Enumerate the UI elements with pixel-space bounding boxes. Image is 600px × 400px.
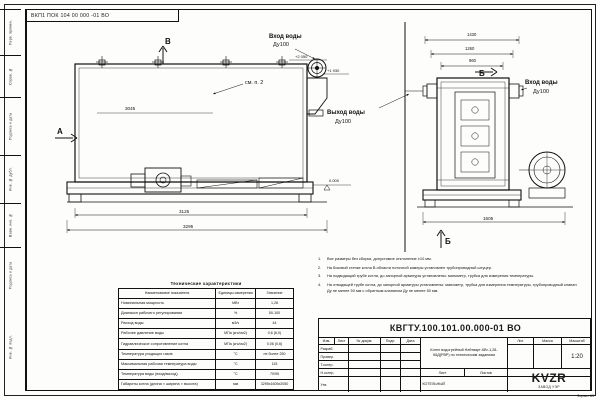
cell-name: Номинальная мощность <box>119 299 216 309</box>
svg-text:А: А <box>57 127 63 136</box>
role-tkontr: Т.контр. <box>319 361 349 369</box>
cell-name: Расход воды <box>119 319 216 329</box>
cell-value: 70/95 <box>256 369 294 379</box>
table-row <box>119 329 294 339</box>
col-header-name: Наименование показателя <box>119 289 216 299</box>
role-prover: Провер. <box>319 353 349 361</box>
svg-text:3125: 3125 <box>179 209 190 214</box>
svg-text:Б: Б <box>445 237 451 246</box>
svg-text:1605: 1605 <box>483 216 494 221</box>
drawing-designation: КВГТУ.100.101.00.000-01 ВО <box>319 319 592 338</box>
sheet-label: Лист <box>421 369 465 377</box>
tkontr-date <box>401 361 421 369</box>
svg-text:+2 050: +2 050 <box>295 54 308 59</box>
razrab-name <box>349 345 381 353</box>
note-item: 3. На подводящий трубе котла, до запорной арматуры установлены: манометр, трубка для измерения температуры. <box>318 273 535 279</box>
svg-text:см. п. 2: см. п. 2 <box>245 80 264 86</box>
nkontr-name <box>349 369 381 377</box>
company-logo <box>507 369 591 391</box>
cell-value: 50-100 <box>256 309 294 319</box>
col-header-value: Значение <box>256 289 294 299</box>
margin-cell-podpis-data-2: Подпись и дата <box>0 247 21 303</box>
title-block <box>318 318 591 391</box>
cell-unit: МВт <box>216 299 256 309</box>
margin-cell-inv-podl: Инв. № подл. <box>8 335 13 359</box>
margin-cell-podpis-data-1: Подпись и дата <box>0 97 21 155</box>
cell-value: не более 250 <box>256 349 294 359</box>
col-header-unit: Единицы измерения <box>216 289 256 299</box>
cell-unit: м3/ч <box>216 319 256 329</box>
margin-cell-inv-dubl: Инв. № дубл. <box>0 155 21 203</box>
nkontr-sign <box>381 369 401 377</box>
company-line-2: ЗАВОД УЭР <box>538 384 560 389</box>
cell-unit: МПа (кгс/см2) <box>216 329 256 339</box>
drawing-area <box>27 22 591 252</box>
svg-text:0.000: 0.000 <box>329 178 340 183</box>
role-utv: Утв. <box>319 377 349 392</box>
svg-text:Вход воды: Вход воды <box>269 34 302 40</box>
th-dokum: № докум. <box>349 338 381 345</box>
prover-name <box>349 353 381 361</box>
massa-value <box>534 345 562 369</box>
utv-name <box>349 377 381 392</box>
table-header-row <box>119 289 294 299</box>
table-row <box>119 299 294 309</box>
cell-unit: % <box>216 309 256 319</box>
th-data: Дата <box>401 338 421 345</box>
drawing-notes <box>318 256 582 297</box>
cell-unit: °С <box>216 369 256 379</box>
th-izm: Изм. <box>319 338 335 345</box>
svg-text:Выход воды: Выход воды <box>327 110 365 116</box>
svg-text:Вход воды: Вход воды <box>525 80 558 86</box>
cell-name: Габариты котла (длина × ширина × высота) <box>119 379 216 389</box>
svg-text:+1 930: +1 930 <box>327 68 340 73</box>
cell-unit: °С <box>216 349 256 359</box>
svg-text:3295: 3295 <box>183 224 194 229</box>
svg-text:В: В <box>165 37 171 46</box>
cell-value: 0,06 (0,6) <box>256 339 294 349</box>
table-row <box>119 309 294 319</box>
cell-unit: МПа (кгс/см2) <box>216 339 256 349</box>
note-item: 1. Все размеры без сборки, допустимое отклонение ±10 мм. <box>318 256 432 261</box>
note-item: 2. На боковой стенке котла В области поточной камеры установлен трубопроводный штуцер. <box>318 264 493 270</box>
table-row <box>119 379 294 389</box>
cell-value: 0,6 (6,0) <box>256 329 294 339</box>
svg-text:3045: 3045 <box>125 106 136 111</box>
cell-value: 115 <box>256 359 294 369</box>
cell-name: Температура воды (вход/выход) <box>119 369 216 379</box>
table-row <box>119 369 294 379</box>
table-row <box>119 349 294 359</box>
th-lit: Лит. <box>508 338 534 345</box>
table-row <box>119 359 294 369</box>
logo-text: KVZR <box>531 370 567 385</box>
svg-text:Ду100: Ду100 <box>533 89 550 95</box>
utv-sign <box>381 377 401 392</box>
cell-value: 1,28 <box>256 299 294 309</box>
sheet-top-designation: ВКП1 ПОК 104 00 000 -01 ВО <box>27 10 179 22</box>
svg-text:Б: Б <box>479 69 485 78</box>
tkontr-sign <box>381 361 401 369</box>
lit-value <box>508 345 534 369</box>
svg-text:1430: 1430 <box>467 32 477 37</box>
sheet-format-note: Формат А3 <box>576 394 594 398</box>
cell-name: Диапазон рабочего регулирования <box>119 309 216 319</box>
tkontr-name <box>349 361 381 369</box>
cell-value: 3295х1605х2050 <box>256 379 294 389</box>
th-podp: Подп. <box>381 338 401 345</box>
table-row <box>119 319 294 329</box>
product-name: Котел водогрейный Нейтварт-КВг-1,28-К6Д(РВР) по техническим заданиям <box>421 338 508 369</box>
tech-table-title: Технические характеристики <box>170 281 242 286</box>
cell-name: Рабочее давление воды <box>119 329 216 339</box>
nkontr-date <box>401 369 421 377</box>
scale-value: 1:20 <box>562 345 592 369</box>
cell-value: 44 <box>256 319 294 329</box>
razrab-sign <box>381 345 401 353</box>
prover-sign <box>381 353 401 361</box>
th-list: Лист <box>335 338 349 345</box>
svg-text:960: 960 <box>469 58 476 63</box>
margin-cell-perv-primen: Перв. примен. <box>0 9 21 55</box>
utv-date <box>401 377 421 392</box>
cell-unit: °С <box>216 359 256 369</box>
cell-name: Максимальная рабочая температура воды <box>119 359 216 369</box>
organization-name <box>421 377 508 392</box>
margin-cell-vzam-inv: Взам. инв. № <box>0 203 21 247</box>
technical-drawing-svg <box>27 22 591 252</box>
svg-text:1260: 1260 <box>465 46 475 51</box>
razrab-date <box>401 345 421 353</box>
company-line-1: КОТЕЛЬНЫЙ <box>422 382 446 386</box>
table-row <box>119 339 294 349</box>
th-massa: Масса <box>534 338 562 345</box>
cell-name: Температура уходящих газов <box>119 349 216 359</box>
tech-characteristics-table <box>118 288 294 390</box>
cell-name: Гидравлическое сопротивление котла <box>119 339 216 349</box>
role-nkontr: Н.контр. <box>319 369 349 377</box>
prover-date <box>401 353 421 361</box>
sheets-label: Листов <box>465 369 508 377</box>
title-block-grid <box>319 338 592 392</box>
cell-unit: мм <box>216 379 256 389</box>
svg-text:Ду100: Ду100 <box>335 119 352 125</box>
th-masshtab: Масштаб <box>562 338 592 345</box>
svg-text:Ду100: Ду100 <box>273 42 290 48</box>
role-razrab: Разраб. <box>319 345 349 353</box>
margin-cell-sprav: Справ. № <box>0 55 21 97</box>
note-item: 4. На отводящей трубе котла, до запорной арматуры установлены: манометр, трубка для измерения температуры, трубопроводный клапан Ду не менее 50 мм с обратным клапаном Ду не менее 50 мм. <box>318 282 577 294</box>
